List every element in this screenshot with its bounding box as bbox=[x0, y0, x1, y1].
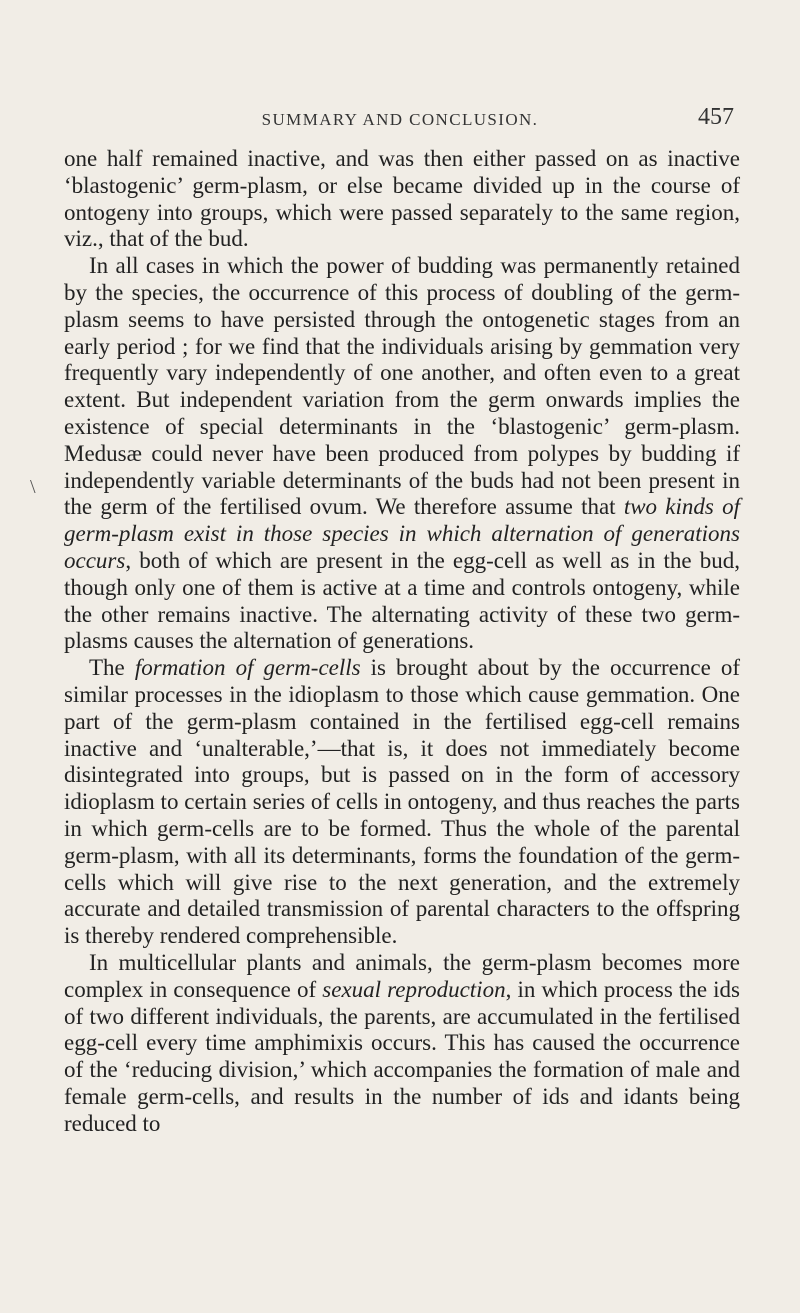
text-segment: In multicellular plants and animals, the germ-plasm becomes more complex in consequence of bbox=[64, 949, 740, 1002]
text-segment: , both of which are present in the egg-cell as well as in the bud, though only one of them is active at a time and controls ontogeny, while the other remains inactive. The alternating activity of these two germ-plasms causes the alternation of generations. bbox=[64, 547, 740, 654]
page-number: 457 bbox=[698, 104, 734, 130]
body-text bbox=[64, 146, 740, 1137]
paragraph-4 bbox=[64, 950, 740, 1138]
text-segment: one half remained inactive, and was then either passed on as inactive ‘blastogenic’ germ-plasm, or else became divided up in the course of ontogeny into groups, which were passed separately to the same region, viz., that of the bud. bbox=[64, 146, 740, 252]
text-segment: The bbox=[89, 655, 135, 681]
running-title: SUMMARY AND CONCLUSION. bbox=[261, 110, 539, 129]
paragraph-3 bbox=[64, 655, 740, 950]
text-segment: In all cases in which the power of budding was permanently retained by the species, the occurrence of this process of doubling of the germ-plasm seems to have persisted through the ontogenetic stages from an early period ; for we find that the individuals arising by gemmation very frequently vary independently of one another, and often even to a great extent. But independent variation from the germ onwards implies the existence of special determinants in the ‘blastogenic’ germ-plasm. Medusæ could never have been produced from polypes by budding if independently variable determinants of the buds had not been present in the germ of the fertilised ovum. We therefore assume that bbox=[64, 253, 740, 520]
italic-phrase: two kinds of germ-plasm exist in those species in which alternation of generations occurs bbox=[64, 494, 740, 573]
text-segment: , in which process the ids of two different individuals, the parents, are accumulated in the fertilised egg-cell every time amphimixis occurs. This has caused the occurrence of the ‘reducing division,’ which accompanies the formation of male and female germ-cells, and results in the number of ids and idants being reduced to bbox=[64, 976, 741, 1136]
italic-phrase: formation of germ-cells bbox=[134, 655, 361, 681]
paragraph-1 bbox=[64, 146, 740, 253]
margin-pencil-mark: \ bbox=[30, 476, 36, 498]
italic-phrase: sexual reproduction bbox=[322, 976, 506, 1002]
text-segment: is brought about by the occurrence of similar processes in the idioplasm to those which cause gemmation. One part of the germ-plasm contained in the fertilised egg-cell remains inactive and ‘unalterable,’—that is, it does not immediately become disintegrated into groups, but is passed on in the form of accessory idioplasm to certain series of cells in ontogeny, and thus reaches the parts in which germ-cells are to be formed. Thus the whole of the parental germ-plasm, with all its determinants, forms the foundation of the germ-cells which will give rise to the next generation, and the extremely accurate and detailed transmission of parental characters to the offspring is thereby rendered comprehensible. bbox=[64, 655, 741, 949]
paragraph-2 bbox=[64, 253, 740, 655]
